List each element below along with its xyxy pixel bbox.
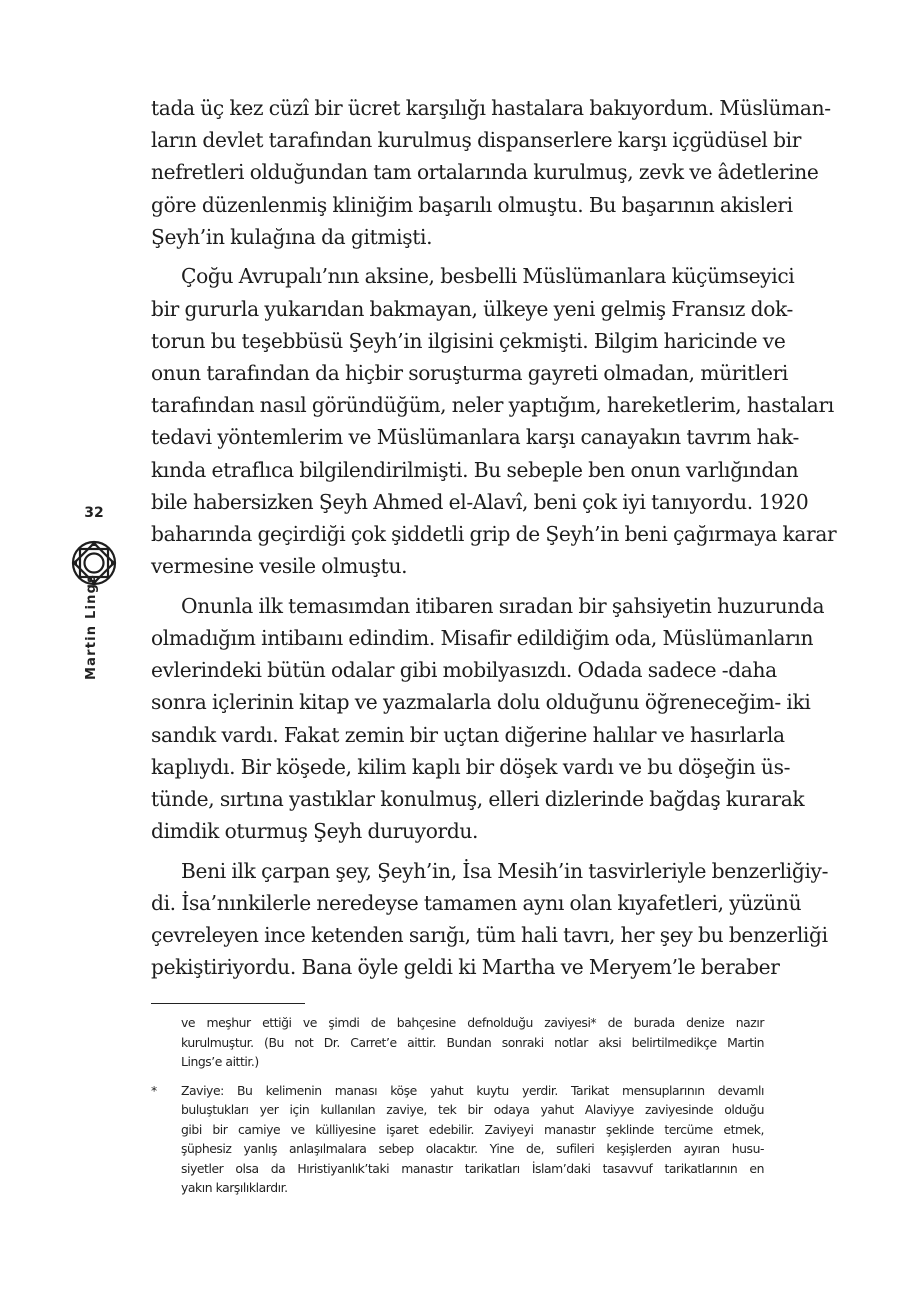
text-line: sandık vardı. Fakat zemin bir uçtan diğerine halılar ve hasırlarla	[151, 722, 785, 747]
text-line: Beni ilk çarpan şey, Şeyh’in, İsa Mesih’in tasvirleriyle benzerliğiy-	[181, 858, 829, 883]
text-line: kaplıydı. Bir köşede, kilim kaplı bir döşek vardı ve bu döşeğin üs-	[151, 754, 791, 779]
footnote-line: ve meşhur ettiği ve şimdi de bahçesine defnolduğu zaviyesi* de burada denize nazır	[181, 1015, 764, 1030]
paragraph	[151, 92, 831, 253]
paragraph	[151, 260, 837, 582]
text-line: göre düzenlenmiş kliniğim başarılı olmuştu. Bu başarının akisleri	[151, 192, 793, 217]
text-line: pekiştiriyordu. Bana öyle geldi ki Martha ve Meryem’le beraber	[151, 955, 780, 980]
text-line: çevreleyen ince ketenden sarığı, tüm hali tavrı, her şey bu benzerliği	[151, 923, 828, 948]
footnote-line: Zaviye: Bu kelimenin manası köşe yahut kuytu yerdir. Tarikat mensuplarının devamlı	[181, 1082, 764, 1098]
text-line: ların devlet tarafından kurulmuş dispanserlere karşı içgüdüsel bir	[151, 128, 802, 153]
text-line: dimdik oturmuş Şeyh duruyordu.	[151, 819, 479, 844]
footnote-line: Lings’e aittir.)	[181, 1054, 259, 1069]
text-line: Onunla ilk temasımdan itibaren sıradan bir şahsiyetin huzurunda	[181, 593, 825, 618]
footnote-line: kurulmuştur. (Bu not Dr. Carret’e aittir. Bundan sonraki notlar aksi belirtilmedikçe Martin	[181, 1034, 764, 1050]
footnote-rule	[151, 1003, 305, 1004]
running-head-author: Martin Lings	[84, 573, 99, 680]
paragraph	[151, 855, 829, 984]
text-line: Çoğu Avrupalı’nın aksine, besbelli Müslümanlara küçümseyici	[181, 264, 795, 289]
text-line: Şeyh’in kulağına da gitmişti.	[151, 224, 433, 249]
footnotes	[151, 1013, 764, 1198]
text-line: nefretleri olduğundan tam ortalarında kurulmuş, zevk ve âdetlerine	[151, 160, 819, 185]
text-line: bir gururla yukarıdan bakmayan, ülkeye yeni gelmiş Fransız dok-	[151, 296, 794, 321]
text-line: torun bu teşebbüsü Şeyh’in ilgisini çekmişti. Bilgim haricinde ve	[151, 328, 786, 353]
text-line: onun tarafından da hiçbir soruşturma gayreti olmadan, müritleri	[151, 361, 789, 385]
text-line: tünde, sırtına yastıklar konulmuş, elleri dizlerinde bağdaş kurarak	[151, 786, 805, 811]
text-line: sonra içlerinin kitap ve yazmalarla dolu olduğunu öğreneceğim- iki	[151, 690, 811, 715]
footnote-line: buluştukları yer için kullanılan zaviye, tek bir odaya yahut Alaviyye zaviyesinde olduğu	[181, 1102, 764, 1117]
paragraph	[151, 590, 825, 848]
footnote	[151, 1081, 764, 1198]
footnote	[151, 1013, 764, 1072]
text-line: baharında geçirdiği çok şiddetli grip de Şeyh’in beni çağırmaya karar	[151, 521, 837, 546]
footnote-line: yakın karşılıklardır.	[181, 1180, 288, 1195]
text-line: di. İsa’nınkilerle neredeyse tamamen aynı olan kıyafetleri, yüzünü	[151, 891, 802, 915]
body-text	[151, 92, 837, 984]
text-line: tedavi yöntemlerim ve Müslümanlara karşı canayakın tavrım hak-	[151, 425, 799, 450]
footnote-marker: *	[151, 1082, 157, 1098]
footnote-line: gibi bir camiye ve külliyesine işaret edebilir. Zaviyeyi manastır şeklinde tercüme etmek,	[181, 1121, 764, 1137]
text-line: tada üç kez cüzî bir ücret karşılığı hastalara bakıyordum. Müslüman-	[151, 96, 831, 120]
text-line: bile habersizken Şeyh Ahmed el-Alavî, beni çok iyi tanıyordu. 1920	[151, 489, 809, 514]
text-line: tarafından nasıl göründüğüm, neler yaptığım, hareketlerim, hastaları	[151, 393, 834, 418]
page-number: 32	[84, 505, 104, 521]
footnote-line: şüphesiz yanlış anlaşılmalara sebep olacaktır. Yine de, sufileri keşişlerden ayıran husu-	[181, 1141, 764, 1156]
text-line: olmadığım intibaını edindim. Misafir edildiğim oda, Müslümanların	[151, 626, 814, 650]
text-line: evlerindeki bütün odalar gibi mobilyasızdı. Odada sadece -daha	[151, 658, 777, 683]
text-line: kında etraflıca bilgilendirilmişti. Bu sebeple ben onun varlığından	[151, 457, 799, 482]
footnote-line: siyetler olsa da Hıristiyanlık’taki manastır tarikatları İslam’daki tasavvuf tarikatlarının en	[181, 1160, 764, 1176]
text-line: vermesine vesile olmuştu.	[151, 554, 408, 579]
